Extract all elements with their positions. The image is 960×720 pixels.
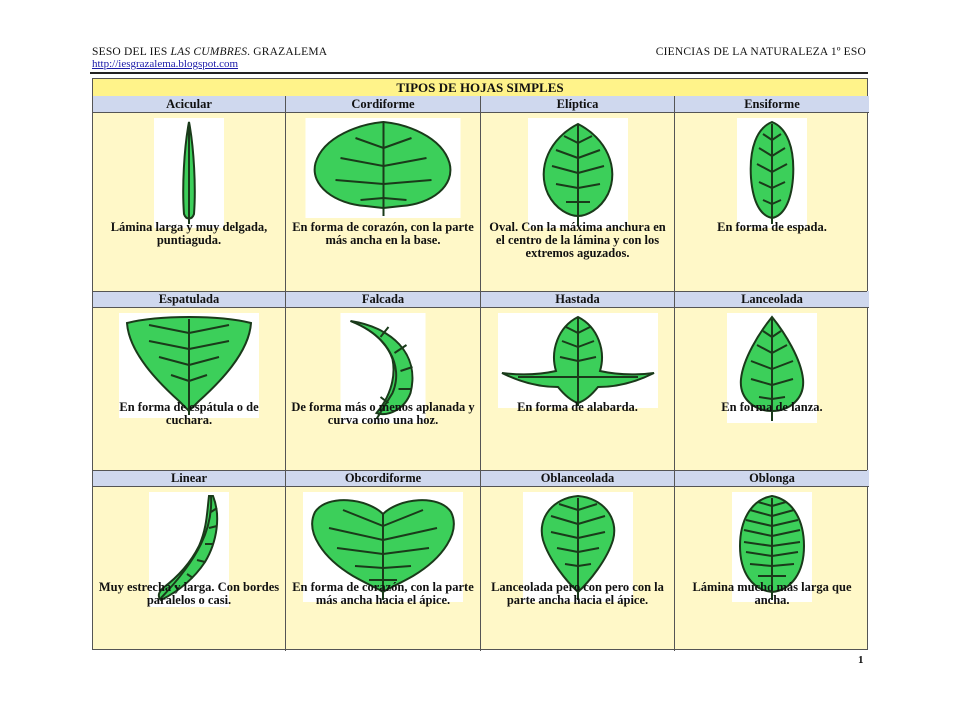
leaf-type-description: Lanceolada pero con pero con la parte ancha hacia el ápice.: [491, 580, 664, 607]
leaf-type-description: Lámina larga y muy delgada, puntiaguda.: [110, 220, 268, 247]
leaf-type-cell: [286, 470, 481, 651]
document-header-left: SESO DEL IES LAS CUMBRES. GRAZALEMA: [92, 46, 328, 58]
leaf-type-name: Linear: [93, 470, 285, 487]
leaf-type-description: Lámina mucho más larga que ancha.: [692, 580, 852, 607]
leaf-type-cell: [286, 291, 481, 470]
leaf-type-name: Cordiforme: [286, 96, 480, 113]
leaf-type-cell: [675, 291, 869, 470]
leaf-type-description: En forma de corazón, con la parte más ancha hacia el ápice.: [292, 580, 474, 607]
leaf-type-name: Obcordiforme: [286, 470, 480, 487]
leaf-type-name: Espatulada: [93, 291, 285, 308]
leaf-type-name: Falcada: [286, 291, 480, 308]
leaf-types-table: [92, 78, 868, 650]
leaf-type-description: Muy estrecha y larga. Con bordes paralelos o casi.: [98, 580, 280, 607]
leaf-type-description: En forma de alabarda.: [517, 400, 638, 414]
table-title: TIPOS DE HOJAS SIMPLES: [93, 79, 867, 97]
leaf-type-description: De forma más o menos aplanada y curva como una hoz.: [291, 400, 475, 427]
hastate-leaf-icon: [498, 313, 658, 408]
leaf-type-cell: [93, 470, 286, 651]
row-divider: [93, 291, 867, 292]
leaf-type-cell: [93, 96, 286, 291]
leaf-type-name: Ensiforme: [675, 96, 869, 113]
leaf-type-name: Oblonga: [675, 470, 869, 487]
leaf-type-description: En forma de espátula o de cuchara.: [119, 400, 259, 427]
leaf-type-cell: [93, 291, 286, 470]
leaf-type-cell: [675, 96, 869, 291]
header-rule: [90, 72, 868, 74]
leaf-type-name: Hastada: [481, 291, 674, 308]
leaf-type-description: En forma de lanza.: [721, 400, 823, 414]
ensiform-leaf-icon: [737, 118, 807, 228]
leaf-type-cell: [481, 96, 675, 291]
blog-link[interactable]: http://iesgrazalema.blogspot.com: [92, 58, 239, 70]
table-row: [93, 470, 867, 651]
table-row: [93, 96, 867, 291]
leaf-type-cell: [481, 470, 675, 651]
table-row: [93, 291, 867, 470]
leaf-type-cell: [675, 470, 869, 651]
leaf-type-name: Oblanceolada: [481, 470, 674, 487]
leaf-type-description: En forma de espada.: [717, 220, 827, 234]
row-divider: [93, 470, 867, 471]
document-header-right: CIENCIAS DE LA NATURALEZA 1º ESO: [655, 46, 866, 58]
leaf-type-description: En forma de corazón, con la parte más ancha en la base.: [292, 220, 474, 247]
elliptic-leaf-icon: [528, 118, 628, 228]
cordiform-leaf-icon: [306, 118, 461, 218]
leaf-type-description: Oval. Con la máxima anchura en el centro de la lámina y con los extremos aguzados.: [489, 220, 666, 260]
acicular-leaf-icon: [154, 118, 224, 228]
leaf-type-name: Elíptica: [481, 96, 674, 113]
leaf-type-name: Lanceolada: [675, 291, 869, 308]
leaf-type-cell: [481, 291, 675, 470]
leaf-type-cell: [286, 96, 481, 291]
page-number: 1: [858, 654, 864, 666]
leaf-type-name: Acicular: [93, 96, 285, 113]
